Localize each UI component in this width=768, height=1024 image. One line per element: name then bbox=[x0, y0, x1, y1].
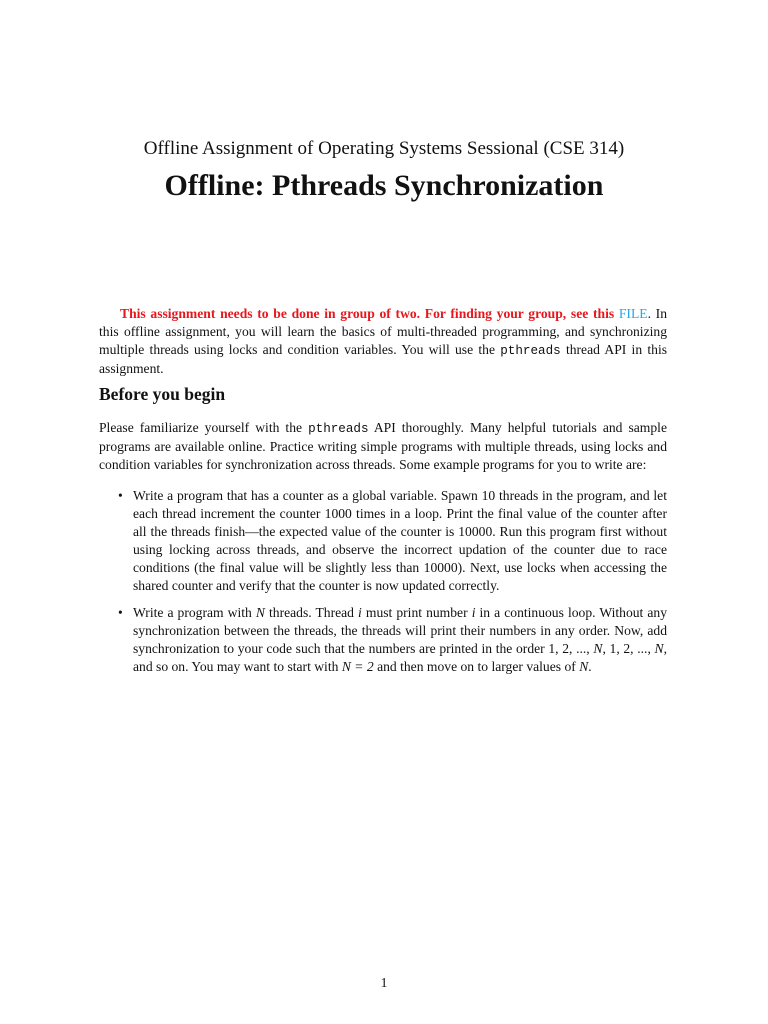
text-fragment: threads. Thread bbox=[269, 605, 354, 620]
math-variable: N bbox=[579, 659, 589, 674]
group-notice: This assignment needs to be done in group of two. For finding your group, see this bbox=[120, 306, 615, 321]
math-expression: N = 2 bbox=[341, 659, 374, 674]
pthreads-code: pthreads bbox=[500, 344, 561, 358]
text-fragment: Write a program with bbox=[133, 605, 252, 620]
section-paragraph bbox=[99, 419, 667, 474]
section-text-1: Please familiarize yourself with the bbox=[99, 420, 303, 435]
math-variable: i bbox=[358, 605, 362, 620]
list-item-text bbox=[133, 604, 667, 676]
bullet-icon: • bbox=[118, 605, 123, 620]
intro-text-1: . In this offline assignment, you will learn the basics of multi-threaded programming, and synchronizing multiple threads using locks and condition variables. You will use the bbox=[99, 306, 667, 357]
page-title: Offline: Pthreads Synchronization bbox=[164, 169, 604, 202]
text-fragment: in a continuous loop. Without any synchronization between the threads, the threads will print their numbers in any order. Now, add synchronization to your code such that the numbers are printed in the order 1, 2, ..., bbox=[133, 605, 668, 656]
list-item-text: Write a program that has a counter as a global variable. Spawn 10 threads in the program, and let each thread increment the counter 1000 times in a loop. Print the final value of the counter after all the threads finish—the expected value of the counter is 10000. Run this program first without using locking across threads, and observe the incorrect updation of the counter due to race conditions (the final value will be slightly less than 10000). Next, use locks when accessing the shared counter and verify that the counter is now updated correctly. bbox=[133, 488, 667, 593]
course-subtitle: Offline Assignment of Operating Systems Sessional (CSE 314) bbox=[143, 138, 625, 159]
intro-text-2: thread API in this assignment. bbox=[99, 342, 668, 376]
text-fragment: must print number bbox=[365, 605, 468, 620]
file-link[interactable]: FILE bbox=[618, 306, 648, 321]
pthreads-code-2: pthreads bbox=[308, 422, 369, 436]
math-variable: N bbox=[654, 641, 664, 656]
text-fragment: . bbox=[588, 659, 592, 674]
math-variable: N bbox=[593, 641, 603, 656]
text-fragment: , and so on. You may want to start with bbox=[133, 641, 668, 674]
section-text-2: API thoroughly. Many helpful tutorials and sample programs are available online. Practice writing simple programs with multiple threads, using locks and condition variables for synchronization across threads. Some example programs for you to write are: bbox=[99, 420, 667, 472]
intro-paragraph bbox=[99, 305, 667, 378]
math-variable: N bbox=[255, 605, 265, 620]
page-number: 1 bbox=[380, 975, 388, 990]
text-fragment: , 1, 2, ..., bbox=[602, 641, 651, 656]
math-variable: i bbox=[471, 605, 476, 620]
text-fragment: and then move on to larger values of bbox=[377, 659, 576, 674]
section-heading: Before you begin bbox=[99, 384, 226, 404]
bullet-icon: • bbox=[118, 488, 123, 503]
